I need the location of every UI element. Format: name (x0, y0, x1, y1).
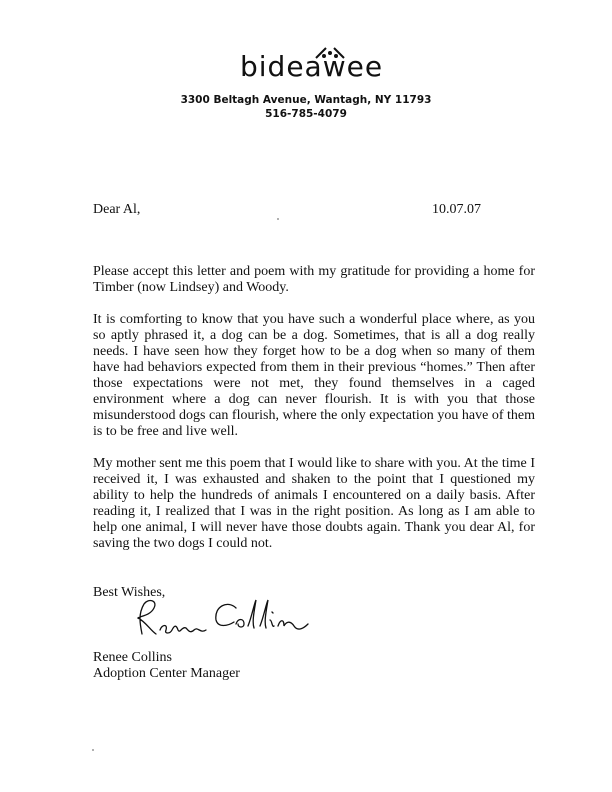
closing: Best Wishes, (93, 585, 166, 600)
signer-name: Renee Collins (93, 650, 172, 665)
letter-date: 10.07.07 (432, 202, 481, 217)
scan-speck (277, 218, 279, 220)
letterhead-phone: 516-785-4079 (265, 108, 347, 120)
signer-title: Adoption Center Manager (93, 666, 240, 681)
body-paragraph-1: Please accept this letter and poem with my gratitude for providing a home for Timber (now Lindsey) and Woody. (93, 264, 535, 295)
logo-wordmark: bideawee (240, 50, 384, 83)
body-paragraph-3: My mother sent me this poem that I would like to share with you. At the time I received it, I was exhausted and shaken to the point that I questioned my ability to help the hundreds of animals I encountered on a daily basis. After reading it, I realized that I was in the right position. As long as I am able to help one animal, I will never have those doubts again. Thank you dear Al, for saving the two dogs I could not. (93, 456, 535, 551)
salutation: Dear Al, (93, 202, 141, 217)
scan-speck (92, 749, 94, 751)
handwritten-signature (128, 594, 324, 644)
body-paragraph-2: It is comforting to know that you have such a wonderful place where, as you so aptly phrased it, a dog can be a dog. Sometimes, that is all a dog really needs. I have seen how they forget how to be a dog when so many of them have had behaviors expected from them in their previous “homes.” Then after those expectations were not met, they found themselves in a caged environment where a dog can never flourish. It is with you that those misunderstood dogs can flourish, where the only expectation you have of them is to be free and live well. (93, 312, 535, 439)
bideawee-logo (232, 44, 392, 84)
letterhead-address: 3300 Beltagh Avenue, Wantagh, NY 11793 (180, 94, 432, 106)
